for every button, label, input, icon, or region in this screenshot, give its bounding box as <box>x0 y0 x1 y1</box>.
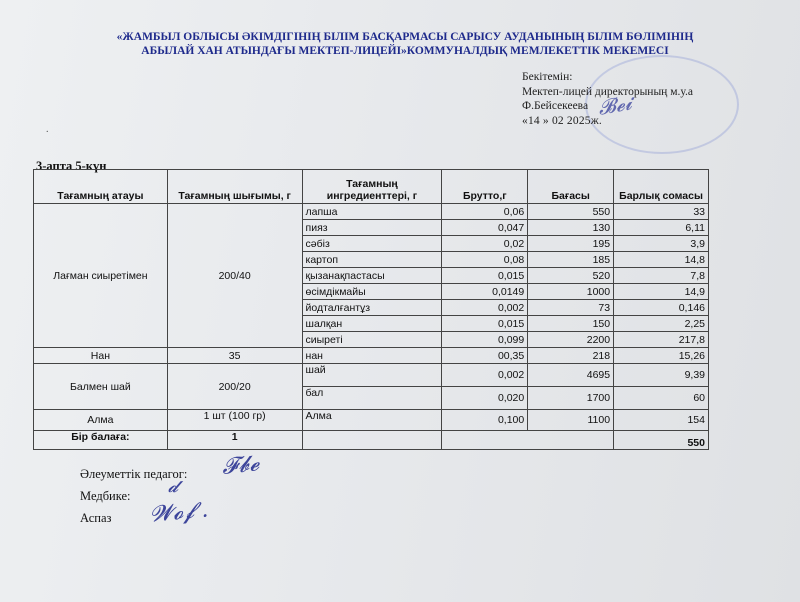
sum-cell: 154 <box>614 410 709 431</box>
approval-position: Мектеп-лицей директорының м.у.а <box>522 85 693 98</box>
sum-cell: 33 <box>614 204 709 220</box>
brutto-cell: 0,002 <box>442 364 528 387</box>
total-sum: 550 <box>614 431 709 450</box>
dish-name: Лағман сиыретімен <box>34 204 168 348</box>
ingredient-cell: йодталғантұз <box>302 300 442 316</box>
ingredient-cell: Алма <box>302 410 442 431</box>
sum-cell: 3,9 <box>614 236 709 252</box>
empty-cell <box>302 431 442 450</box>
sum-cell: 7,8 <box>614 268 709 284</box>
approval-name: Ф.Бейсекеева <box>522 100 589 112</box>
brutto-cell: 0,015 <box>442 316 528 332</box>
ingredient-cell: картоп <box>302 252 442 268</box>
dish-yield: 35 <box>167 348 302 364</box>
table-row <box>34 364 709 387</box>
brutto-cell: 0,02 <box>442 236 528 252</box>
sum-cell: 9,39 <box>614 364 709 387</box>
ingredient-cell: шалқан <box>302 316 442 332</box>
nurse-label: Медбике: <box>80 489 131 503</box>
sum-cell: 60 <box>614 387 709 410</box>
price-cell: 4695 <box>528 364 614 387</box>
price-cell: 1700 <box>528 387 614 410</box>
pedagog-signature: 𝓕𝓫𝓮 <box>220 451 261 480</box>
ingredient-cell: шай <box>302 364 442 387</box>
price-cell: 185 <box>528 252 614 268</box>
col-header-dish: Тағамның атауы <box>34 170 168 204</box>
cook-signature: 𝓦𝓸𝓯 . <box>149 497 210 528</box>
ingredient-cell: пияз <box>302 220 442 236</box>
col-header-price: Бағасы <box>528 170 614 204</box>
document-header <box>60 30 750 58</box>
table-row <box>34 348 709 364</box>
dish-name: Алма <box>34 410 168 431</box>
dish-yield: 1 шт (100 гр) <box>167 410 302 431</box>
total-label: Бір балаға: <box>34 431 168 450</box>
ingredient-cell: сәбіз <box>302 236 442 252</box>
sum-cell: 2,25 <box>614 316 709 332</box>
ingredient-cell: лапша <box>302 204 442 220</box>
sum-cell: 6,11 <box>614 220 709 236</box>
price-cell: 1100 <box>528 410 614 431</box>
total-count: 1 <box>167 431 302 450</box>
brutto-cell: 00,35 <box>442 348 528 364</box>
brutto-cell: 0,100 <box>442 410 528 431</box>
price-cell: 130 <box>528 220 614 236</box>
price-cell: 195 <box>528 236 614 252</box>
ingredient-cell: сиыреті <box>302 332 442 348</box>
ingredient-cell: қызанақпастасы <box>302 268 442 284</box>
dish-name: Нан <box>34 348 168 364</box>
table-header-row <box>34 170 709 204</box>
ingredient-cell: өсімдікмайы <box>302 284 442 300</box>
header-line-1: «ЖАМБЫЛ ОБЛЫСЫ ӘКІМДІГІНІҢ БІЛІМ БАСҚАРМАСЫ САРЫСУ АУДАНЫНЫҢ БІЛІМ БӨЛІМІНІҢ <box>116 31 694 43</box>
sum-cell: 0,146 <box>614 300 709 316</box>
price-cell: 520 <box>528 268 614 284</box>
col-header-yield: Тағамның шығымы, г <box>167 170 302 204</box>
brutto-cell: 0,047 <box>442 220 528 236</box>
price-cell: 218 <box>528 348 614 364</box>
week-day-title: 3-апта 5-күн <box>36 159 107 173</box>
col-header-brutto: Брутто,г <box>442 170 528 204</box>
table-row <box>34 204 709 220</box>
cook-label: Аспаз <box>80 511 112 525</box>
col-header-ingredients: Тағамның ингредиенттері, г <box>302 170 442 204</box>
director-signature: 𝓑𝓮𝓲 <box>596 90 634 120</box>
header-line-2: АБЫЛАЙ ХАН АТЫНДАҒЫ МЕКТЕП-ЛИЦЕЙІ»КОММУНАЛДЫҚ МЕМЛЕКЕТТІК МЕКЕМЕСІ <box>141 45 669 57</box>
price-cell: 550 <box>528 204 614 220</box>
sum-cell: 14,9 <box>614 284 709 300</box>
dish-name: Балмен шай <box>34 364 168 410</box>
sum-cell: 217,8 <box>614 332 709 348</box>
approval-date: «14 » 02 2025ж. <box>522 114 602 127</box>
brutto-cell: 0,08 <box>442 252 528 268</box>
stray-mark: . <box>46 124 49 135</box>
nurse-signature: 𝓭 <box>168 476 179 497</box>
brutto-cell: 0,015 <box>442 268 528 284</box>
brutto-cell: 0,099 <box>442 332 528 348</box>
total-row <box>34 431 709 450</box>
price-cell: 150 <box>528 316 614 332</box>
dish-yield: 200/20 <box>167 364 302 410</box>
brutto-cell: 0,020 <box>442 387 528 410</box>
brutto-cell: 0,06 <box>442 204 528 220</box>
sum-cell: 15,26 <box>614 348 709 364</box>
col-header-sum: Барлық сомасы <box>614 170 709 204</box>
empty-cell <box>442 431 614 450</box>
brutto-cell: 0,002 <box>442 300 528 316</box>
sum-cell: 14,8 <box>614 252 709 268</box>
dish-yield: 200/40 <box>167 204 302 348</box>
price-cell: 73 <box>528 300 614 316</box>
ingredient-cell: нан <box>302 348 442 364</box>
menu-table <box>33 169 709 450</box>
price-cell: 2200 <box>528 332 614 348</box>
price-cell: 1000 <box>528 284 614 300</box>
ingredient-cell: бал <box>302 387 442 410</box>
table-row <box>34 410 709 431</box>
social-pedagog-label: Әлеуметтік педагог: <box>80 467 188 481</box>
brutto-cell: 0,0149 <box>442 284 528 300</box>
approval-title: Бекітемін: <box>522 71 573 83</box>
